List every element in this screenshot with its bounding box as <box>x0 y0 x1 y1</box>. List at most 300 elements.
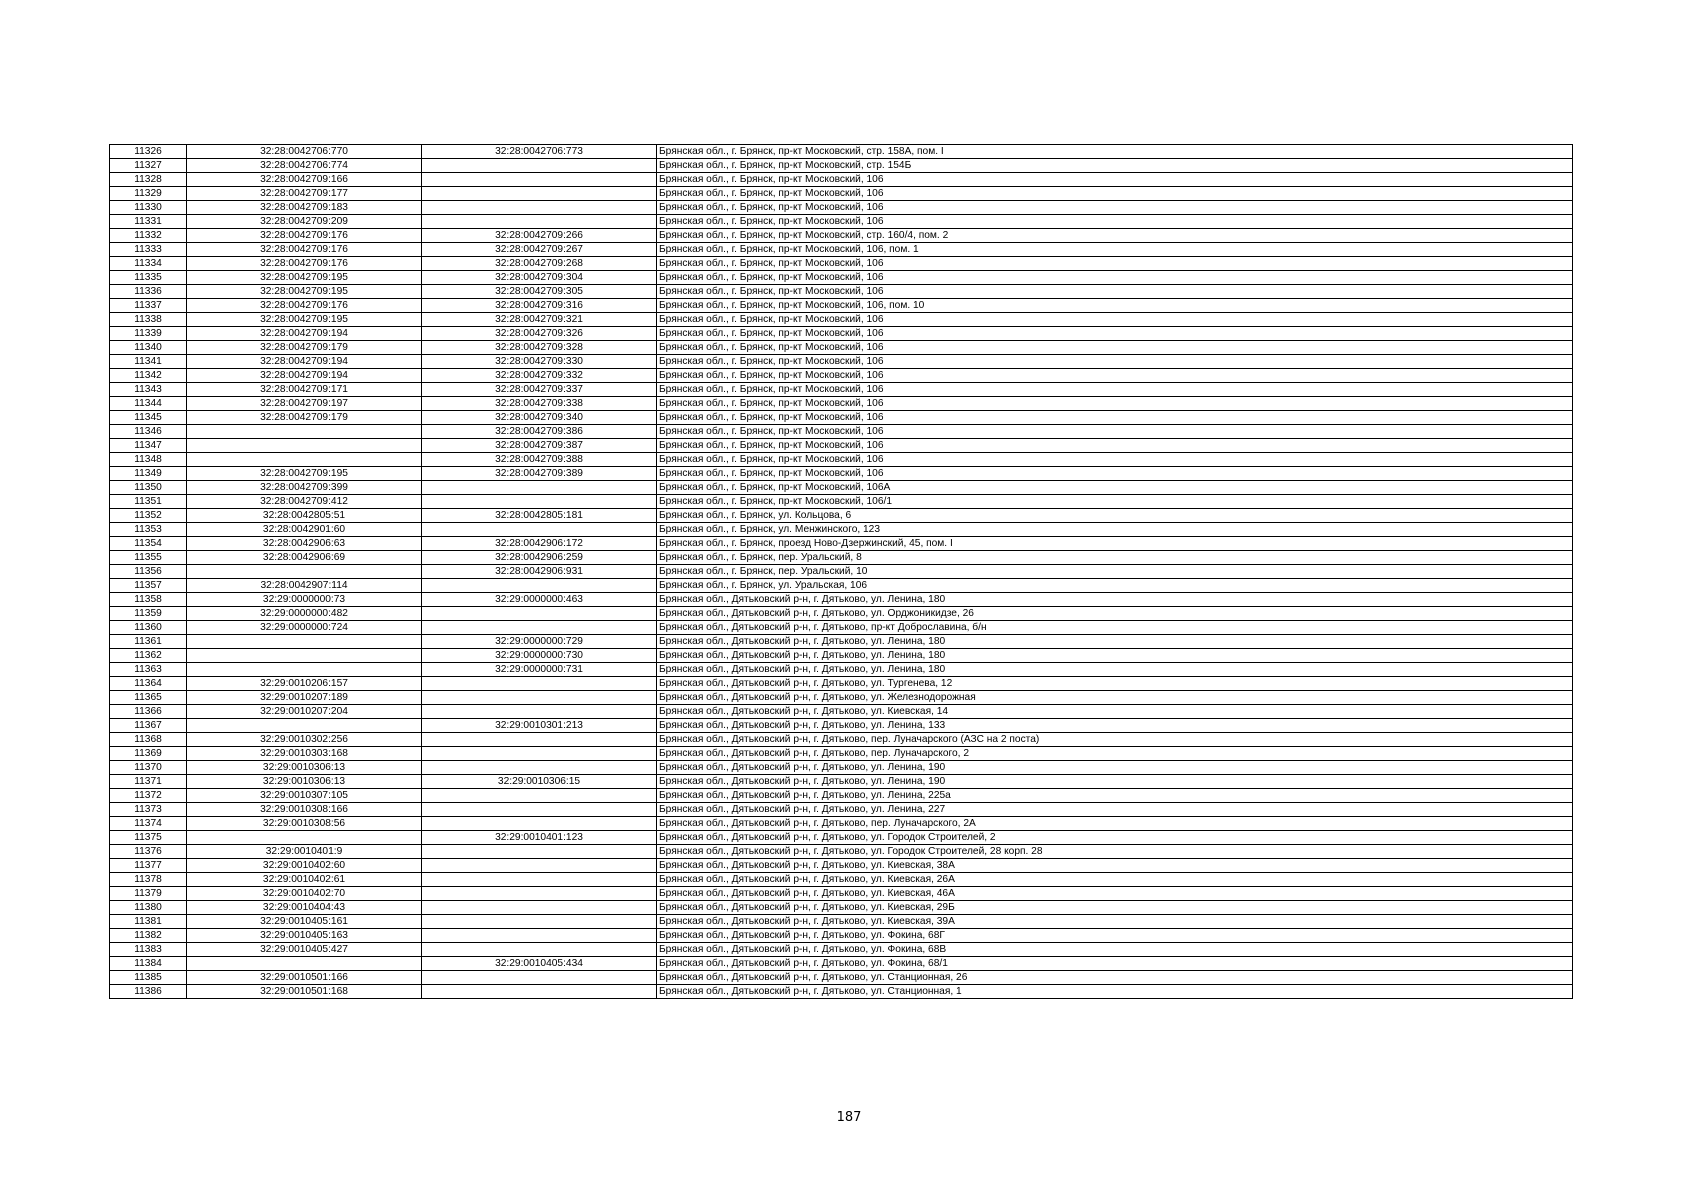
registry-table <box>109 144 1573 999</box>
address-cell: Брянская обл., г. Брянск, ул. Кольцова, 6 <box>657 509 1573 523</box>
cadastral-number-cell <box>187 565 422 579</box>
cadastral-number-cell: 32:29:0010306:13 <box>187 761 422 775</box>
address-cell: Брянская обл., г. Брянск, пр-кт Московский, 106 <box>657 425 1573 439</box>
row-number-cell: 11360 <box>110 621 187 635</box>
sub-object-number-cell: 32:28:0042709:330 <box>422 355 657 369</box>
sub-object-number-cell: 32:28:0042706:773 <box>422 145 657 159</box>
cadastral-number-cell <box>187 635 422 649</box>
row-number-cell: 11381 <box>110 915 187 929</box>
table-row <box>110 369 1573 383</box>
table-row <box>110 649 1573 663</box>
table-row <box>110 845 1573 859</box>
row-number-cell: 11326 <box>110 145 187 159</box>
address-cell: Брянская обл., Дятьковский р-н, г. Дятьково, пр-кт Доброславина, б/н <box>657 621 1573 635</box>
row-number-cell: 11341 <box>110 355 187 369</box>
address-cell: Брянская обл., г. Брянск, пр-кт Московский, 106 <box>657 467 1573 481</box>
cadastral-number-cell: 32:28:0042709:183 <box>187 201 422 215</box>
address-cell: Брянская обл., г. Брянск, пр-кт Московский, 106 <box>657 383 1573 397</box>
table-row <box>110 817 1573 831</box>
row-number-cell: 11379 <box>110 887 187 901</box>
address-cell: Брянская обл., г. Брянск, пер. Уральский, 8 <box>657 551 1573 565</box>
address-cell: Брянская обл., Дятьковский р-н, г. Дятьково, ул. Ленина, 227 <box>657 803 1573 817</box>
cadastral-number-cell: 32:28:0042709:179 <box>187 411 422 425</box>
table-row <box>110 929 1573 943</box>
address-cell: Брянская обл., г. Брянск, пр-кт Московский, 106 <box>657 215 1573 229</box>
table-row <box>110 733 1573 747</box>
sub-object-number-cell <box>422 859 657 873</box>
table-row <box>110 243 1573 257</box>
sub-object-number-cell <box>422 481 657 495</box>
address-cell: Брянская обл., Дятьковский р-н, г. Дятьково, ул. Фокина, 68В <box>657 943 1573 957</box>
address-cell: Брянская обл., г. Брянск, ул. Менжинского, 123 <box>657 523 1573 537</box>
table-row <box>110 747 1573 761</box>
sub-object-number-cell: 32:29:0000000:731 <box>422 663 657 677</box>
row-number-cell: 11355 <box>110 551 187 565</box>
sub-object-number-cell <box>422 495 657 509</box>
row-number-cell: 11329 <box>110 187 187 201</box>
table-row <box>110 677 1573 691</box>
cadastral-number-cell: 32:28:0042709:166 <box>187 173 422 187</box>
table-row <box>110 313 1573 327</box>
address-cell: Брянская обл., г. Брянск, пр-кт Московский, 106, пом. 10 <box>657 299 1573 313</box>
table-row <box>110 229 1573 243</box>
sub-object-number-cell <box>422 579 657 593</box>
address-cell: Брянская обл., г. Брянск, пр-кт Московский, стр. 158А, пом. I <box>657 145 1573 159</box>
row-number-cell: 11358 <box>110 593 187 607</box>
row-number-cell: 11371 <box>110 775 187 789</box>
cadastral-number-cell: 32:28:0042709:179 <box>187 341 422 355</box>
cadastral-number-cell: 32:29:0010306:13 <box>187 775 422 789</box>
address-cell: Брянская обл., Дятьковский р-н, г. Дятьково, ул. Ленина, 190 <box>657 775 1573 789</box>
page-number: 187 <box>836 1110 862 1125</box>
sub-object-number-cell <box>422 607 657 621</box>
address-cell: Брянская обл., г. Брянск, пр-кт Московский, 106 <box>657 187 1573 201</box>
sub-object-number-cell <box>422 705 657 719</box>
cadastral-number-cell: 32:28:0042901:60 <box>187 523 422 537</box>
address-cell: Брянская обл., Дятьковский р-н, г. Дятьково, ул. Ленина, 225а <box>657 789 1573 803</box>
row-number-cell: 11375 <box>110 831 187 845</box>
row-number-cell: 11374 <box>110 817 187 831</box>
cadastral-number-cell: 32:28:0042709:176 <box>187 299 422 313</box>
row-number-cell: 11376 <box>110 845 187 859</box>
cadastral-number-cell: 32:28:0042709:171 <box>187 383 422 397</box>
table-row <box>110 271 1573 285</box>
table-row <box>110 887 1573 901</box>
address-cell: Брянская обл., г. Брянск, пр-кт Московский, 106 <box>657 201 1573 215</box>
cadastral-number-cell: 32:28:0042706:774 <box>187 159 422 173</box>
row-number-cell: 11348 <box>110 453 187 467</box>
row-number-cell: 11357 <box>110 579 187 593</box>
row-number-cell: 11352 <box>110 509 187 523</box>
table-row <box>110 775 1573 789</box>
sub-object-number-cell: 32:28:0042709:304 <box>422 271 657 285</box>
address-cell: Брянская обл., Дятьковский р-н, г. Дятьково, пер. Луначарского, 2 <box>657 747 1573 761</box>
sub-object-number-cell: 32:28:0042709:305 <box>422 285 657 299</box>
address-cell: Брянская обл., Дятьковский р-н, г. Дятьково, ул. Фокина, 68Г <box>657 929 1573 943</box>
cadastral-number-cell: 32:29:0010405:427 <box>187 943 422 957</box>
sub-object-number-cell <box>422 159 657 173</box>
table-row <box>110 187 1573 201</box>
row-number-cell: 11347 <box>110 439 187 453</box>
cadastral-number-cell <box>187 439 422 453</box>
address-cell: Брянская обл., Дятьковский р-н, г. Дятьково, ул. Станционная, 1 <box>657 985 1573 999</box>
cadastral-number-cell: 32:28:0042709:209 <box>187 215 422 229</box>
address-cell: Брянская обл., Дятьковский р-н, г. Дятьково, ул. Киевская, 26А <box>657 873 1573 887</box>
table-row <box>110 621 1573 635</box>
table-row <box>110 873 1573 887</box>
sub-object-number-cell: 32:28:0042709:337 <box>422 383 657 397</box>
row-number-cell: 11343 <box>110 383 187 397</box>
table-row <box>110 299 1573 313</box>
sub-object-number-cell <box>422 901 657 915</box>
address-cell: Брянская обл., Дятьковский р-н, г. Дятьково, пер. Луначарского (АЗС на 2 поста) <box>657 733 1573 747</box>
sub-object-number-cell <box>422 817 657 831</box>
sub-object-number-cell: 32:28:0042805:181 <box>422 509 657 523</box>
cadastral-number-cell: 32:29:0010207:204 <box>187 705 422 719</box>
cadastral-number-cell: 32:28:0042709:195 <box>187 313 422 327</box>
address-cell: Брянская обл., г. Брянск, пр-кт Московский, 106, пом. 1 <box>657 243 1573 257</box>
cadastral-number-cell: 32:29:0010308:166 <box>187 803 422 817</box>
table-row <box>110 173 1573 187</box>
table-row <box>110 551 1573 565</box>
address-cell: Брянская обл., г. Брянск, пр-кт Московский, 106 <box>657 285 1573 299</box>
address-cell: Брянская обл., г. Брянск, пр-кт Московский, 106 <box>657 355 1573 369</box>
sub-object-number-cell: 32:29:0010405:434 <box>422 957 657 971</box>
sub-object-number-cell: 32:29:0010306:15 <box>422 775 657 789</box>
table-row <box>110 481 1573 495</box>
address-cell: Брянская обл., Дятьковский р-н, г. Дятьково, ул. Киевская, 46А <box>657 887 1573 901</box>
row-number-cell: 11356 <box>110 565 187 579</box>
cadastral-number-cell: 32:29:0010402:60 <box>187 859 422 873</box>
sub-object-number-cell: 32:28:0042709:266 <box>422 229 657 243</box>
row-number-cell: 11378 <box>110 873 187 887</box>
cadastral-number-cell: 32:28:0042709:195 <box>187 285 422 299</box>
sub-object-number-cell: 32:28:0042709:332 <box>422 369 657 383</box>
sub-object-number-cell: 32:29:0010401:123 <box>422 831 657 845</box>
sub-object-number-cell: 32:28:0042906:259 <box>422 551 657 565</box>
address-cell: Брянская обл., Дятьковский р-н, г. Дятьково, ул. Киевская, 38А <box>657 859 1573 873</box>
address-cell: Брянская обл., Дятьковский р-н, г. Дятьково, ул. Киевская, 14 <box>657 705 1573 719</box>
row-number-cell: 11367 <box>110 719 187 733</box>
cadastral-number-cell: 32:28:0042709:194 <box>187 369 422 383</box>
row-number-cell: 11340 <box>110 341 187 355</box>
address-cell: Брянская обл., Дятьковский р-н, г. Дятьково, ул. Фокина, 68/1 <box>657 957 1573 971</box>
table-row <box>110 523 1573 537</box>
address-cell: Брянская обл., Дятьковский р-н, г. Дятьково, ул. Орджоникидзе, 26 <box>657 607 1573 621</box>
cadastral-number-cell: 32:28:0042709:194 <box>187 355 422 369</box>
table-row <box>110 285 1573 299</box>
address-cell: Брянская обл., Дятьковский р-н, г. Дятьково, ул. Киевская, 39А <box>657 915 1573 929</box>
cadastral-number-cell: 32:29:0000000:73 <box>187 593 422 607</box>
sub-object-number-cell: 32:29:0000000:729 <box>422 635 657 649</box>
row-number-cell: 11377 <box>110 859 187 873</box>
sub-object-number-cell: 32:28:0042709:389 <box>422 467 657 481</box>
address-cell: Брянская обл., Дятьковский р-н, г. Дятьково, ул. Городок Строителей, 2 <box>657 831 1573 845</box>
registry-table-body <box>110 145 1573 999</box>
row-number-cell: 11362 <box>110 649 187 663</box>
table-row <box>110 425 1573 439</box>
cadastral-number-cell: 32:29:0010303:168 <box>187 747 422 761</box>
table-row <box>110 789 1573 803</box>
row-number-cell: 11369 <box>110 747 187 761</box>
sub-object-number-cell <box>422 929 657 943</box>
address-cell: Брянская обл., г. Брянск, пр-кт Московский, 106 <box>657 327 1573 341</box>
address-cell: Брянская обл., Дятьковский р-н, г. Дятьково, ул. Ленина, 180 <box>657 663 1573 677</box>
sub-object-number-cell <box>422 915 657 929</box>
table-row <box>110 411 1573 425</box>
sub-object-number-cell: 32:28:0042709:338 <box>422 397 657 411</box>
cadastral-number-cell: 32:28:0042709:195 <box>187 467 422 481</box>
sub-object-number-cell <box>422 803 657 817</box>
table-row <box>110 705 1573 719</box>
address-cell: Брянская обл., Дятьковский р-н, г. Дятьково, ул. Ленина, 180 <box>657 593 1573 607</box>
cadastral-number-cell <box>187 663 422 677</box>
sub-object-number-cell <box>422 985 657 999</box>
row-number-cell: 11384 <box>110 957 187 971</box>
row-number-cell: 11368 <box>110 733 187 747</box>
table-row <box>110 943 1573 957</box>
cadastral-number-cell: 32:29:0000000:482 <box>187 607 422 621</box>
sub-object-number-cell <box>422 873 657 887</box>
row-number-cell: 11382 <box>110 929 187 943</box>
cadastral-number-cell: 32:29:0010206:157 <box>187 677 422 691</box>
cadastral-number-cell: 32:28:0042907:114 <box>187 579 422 593</box>
table-row <box>110 915 1573 929</box>
cadastral-number-cell <box>187 649 422 663</box>
table-row <box>110 719 1573 733</box>
sub-object-number-cell: 32:28:0042709:321 <box>422 313 657 327</box>
sub-object-number-cell: 32:28:0042709:267 <box>422 243 657 257</box>
table-row <box>110 859 1573 873</box>
address-cell: Брянская обл., г. Брянск, пр-кт Московский, стр. 160/4, пом. 2 <box>657 229 1573 243</box>
sub-object-number-cell: 32:28:0042906:172 <box>422 537 657 551</box>
table-row <box>110 761 1573 775</box>
cadastral-number-cell: 32:28:0042709:412 <box>187 495 422 509</box>
address-cell: Брянская обл., Дятьковский р-н, г. Дятьково, ул. Ленина, 180 <box>657 649 1573 663</box>
address-cell: Брянская обл., г. Брянск, пр-кт Московский, 106 <box>657 411 1573 425</box>
sub-object-number-cell: 32:29:0010301:213 <box>422 719 657 733</box>
row-number-cell: 11363 <box>110 663 187 677</box>
table-row <box>110 383 1573 397</box>
table-row <box>110 579 1573 593</box>
table-row <box>110 831 1573 845</box>
row-number-cell: 11334 <box>110 257 187 271</box>
row-number-cell: 11332 <box>110 229 187 243</box>
address-cell: Брянская обл., г. Брянск, пр-кт Московский, 106 <box>657 173 1573 187</box>
row-number-cell: 11346 <box>110 425 187 439</box>
address-cell: Брянская обл., г. Брянск, пр-кт Московский, 106 <box>657 397 1573 411</box>
table-row <box>110 593 1573 607</box>
cadastral-number-cell: 32:29:0010501:166 <box>187 971 422 985</box>
sub-object-number-cell <box>422 677 657 691</box>
table-row <box>110 957 1573 971</box>
table-row <box>110 467 1573 481</box>
table-row <box>110 257 1573 271</box>
sub-object-number-cell: 32:28:0042709:328 <box>422 341 657 355</box>
table-row <box>110 439 1573 453</box>
row-number-cell: 11373 <box>110 803 187 817</box>
address-cell: Брянская обл., г. Брянск, пр-кт Московский, 106 <box>657 341 1573 355</box>
cadastral-number-cell: 32:29:0010501:168 <box>187 985 422 999</box>
table-row <box>110 971 1573 985</box>
row-number-cell: 11386 <box>110 985 187 999</box>
sub-object-number-cell <box>422 201 657 215</box>
cadastral-number-cell <box>187 957 422 971</box>
row-number-cell: 11354 <box>110 537 187 551</box>
sub-object-number-cell <box>422 523 657 537</box>
sub-object-number-cell <box>422 747 657 761</box>
sub-object-number-cell: 32:28:0042709:387 <box>422 439 657 453</box>
cadastral-number-cell: 32:29:0010307:105 <box>187 789 422 803</box>
table-row <box>110 635 1573 649</box>
cadastral-number-cell: 32:29:0010404:43 <box>187 901 422 915</box>
address-cell: Брянская обл., г. Брянск, пр-кт Московский, 106 <box>657 313 1573 327</box>
table-row <box>110 803 1573 817</box>
address-cell: Брянская обл., Дятьковский р-н, г. Дятьково, ул. Ленина, 190 <box>657 761 1573 775</box>
cadastral-number-cell: 32:29:0010405:163 <box>187 929 422 943</box>
cadastral-number-cell: 32:29:0010207:189 <box>187 691 422 705</box>
cadastral-number-cell: 32:28:0042706:770 <box>187 145 422 159</box>
sub-object-number-cell <box>422 761 657 775</box>
cadastral-number-cell <box>187 425 422 439</box>
address-cell: Брянская обл., г. Брянск, пр-кт Московский, 106 <box>657 257 1573 271</box>
row-number-cell: 11380 <box>110 901 187 915</box>
row-number-cell: 11364 <box>110 677 187 691</box>
address-cell: Брянская обл., Дятьковский р-н, г. Дятьково, ул. Ленина, 133 <box>657 719 1573 733</box>
row-number-cell: 11339 <box>110 327 187 341</box>
table-row <box>110 901 1573 915</box>
address-cell: Брянская обл., г. Брянск, пр-кт Московский, 106/1 <box>657 495 1573 509</box>
table-row <box>110 663 1573 677</box>
sub-object-number-cell: 32:28:0042709:268 <box>422 257 657 271</box>
table-row <box>110 495 1573 509</box>
address-cell: Брянская обл., Дятьковский р-н, г. Дятьково, ул. Железнодорожная <box>657 691 1573 705</box>
sub-object-number-cell <box>422 887 657 901</box>
row-number-cell: 11383 <box>110 943 187 957</box>
sub-object-number-cell <box>422 187 657 201</box>
row-number-cell: 11328 <box>110 173 187 187</box>
cadastral-number-cell: 32:28:0042906:63 <box>187 537 422 551</box>
table-row <box>110 397 1573 411</box>
address-cell: Брянская обл., г. Брянск, проезд Ново-Дзержинский, 45, пом. I <box>657 537 1573 551</box>
address-cell: Брянская обл., г. Брянск, ул. Уральская, 106 <box>657 579 1573 593</box>
cadastral-number-cell: 32:29:0010401:9 <box>187 845 422 859</box>
table-row <box>110 565 1573 579</box>
row-number-cell: 11361 <box>110 635 187 649</box>
address-cell: Брянская обл., Дятьковский р-н, г. Дятьково, ул. Тургенева, 12 <box>657 677 1573 691</box>
cadastral-number-cell: 32:29:0010402:61 <box>187 873 422 887</box>
sub-object-number-cell: 32:28:0042709:388 <box>422 453 657 467</box>
address-cell: Брянская обл., Дятьковский р-н, г. Дятьково, ул. Ленина, 180 <box>657 635 1573 649</box>
row-number-cell: 11337 <box>110 299 187 313</box>
address-cell: Брянская обл., г. Брянск, пр-кт Московский, 106 <box>657 453 1573 467</box>
sub-object-number-cell <box>422 943 657 957</box>
address-cell: Брянская обл., Дятьковский р-н, г. Дятьково, ул. Городок Строителей, 28 корп. 28 <box>657 845 1573 859</box>
row-number-cell: 11331 <box>110 215 187 229</box>
row-number-cell: 11333 <box>110 243 187 257</box>
sub-object-number-cell <box>422 173 657 187</box>
address-cell: Брянская обл., Дятьковский р-н, г. Дятьково, ул. Киевская, 29Б <box>657 901 1573 915</box>
row-number-cell: 11342 <box>110 369 187 383</box>
row-number-cell: 11359 <box>110 607 187 621</box>
row-number-cell: 11353 <box>110 523 187 537</box>
table-row <box>110 201 1573 215</box>
row-number-cell: 11335 <box>110 271 187 285</box>
cadastral-number-cell: 32:29:0000000:724 <box>187 621 422 635</box>
row-number-cell: 11365 <box>110 691 187 705</box>
row-number-cell: 11372 <box>110 789 187 803</box>
cadastral-number-cell: 32:28:0042906:69 <box>187 551 422 565</box>
cadastral-number-cell: 32:28:0042709:176 <box>187 243 422 257</box>
cadastral-number-cell: 32:29:0010405:161 <box>187 915 422 929</box>
cadastral-number-cell: 32:28:0042709:176 <box>187 229 422 243</box>
row-number-cell: 11366 <box>110 705 187 719</box>
cadastral-number-cell: 32:29:0010402:70 <box>187 887 422 901</box>
cadastral-number-cell: 32:28:0042709:399 <box>187 481 422 495</box>
sub-object-number-cell <box>422 971 657 985</box>
table-row <box>110 327 1573 341</box>
address-cell: Брянская обл., г. Брянск, пр-кт Московский, стр. 154Б <box>657 159 1573 173</box>
row-number-cell: 11351 <box>110 495 187 509</box>
cadastral-number-cell: 32:29:0010302:256 <box>187 733 422 747</box>
sub-object-number-cell: 32:29:0000000:463 <box>422 593 657 607</box>
row-number-cell: 11327 <box>110 159 187 173</box>
cadastral-number-cell: 32:28:0042709:195 <box>187 271 422 285</box>
address-cell: Брянская обл., г. Брянск, пр-кт Московский, 106А <box>657 481 1573 495</box>
cadastral-number-cell: 32:28:0042805:51 <box>187 509 422 523</box>
cadastral-number-cell: 32:28:0042709:176 <box>187 257 422 271</box>
table-row <box>110 607 1573 621</box>
table-row <box>110 985 1573 999</box>
address-cell: Брянская обл., Дятьковский р-н, г. Дятьково, ул. Станционная, 26 <box>657 971 1573 985</box>
table-row <box>110 159 1573 173</box>
row-number-cell: 11349 <box>110 467 187 481</box>
row-number-cell: 11336 <box>110 285 187 299</box>
row-number-cell: 11370 <box>110 761 187 775</box>
table-row <box>110 341 1573 355</box>
sub-object-number-cell <box>422 621 657 635</box>
address-cell: Брянская обл., г. Брянск, пр-кт Московский, 106 <box>657 439 1573 453</box>
sub-object-number-cell: 32:28:0042709:326 <box>422 327 657 341</box>
sub-object-number-cell: 32:28:0042709:316 <box>422 299 657 313</box>
cadastral-number-cell: 32:28:0042709:194 <box>187 327 422 341</box>
address-cell: Брянская обл., г. Брянск, пр-кт Московский, 106 <box>657 271 1573 285</box>
table-row <box>110 145 1573 159</box>
sub-object-number-cell: 32:28:0042906:931 <box>422 565 657 579</box>
row-number-cell: 11330 <box>110 201 187 215</box>
table-row <box>110 537 1573 551</box>
row-number-cell: 11344 <box>110 397 187 411</box>
row-number-cell: 11345 <box>110 411 187 425</box>
cadastral-number-cell <box>187 453 422 467</box>
sub-object-number-cell: 32:28:0042709:386 <box>422 425 657 439</box>
table-row <box>110 453 1573 467</box>
sub-object-number-cell <box>422 733 657 747</box>
sub-object-number-cell <box>422 215 657 229</box>
table-row <box>110 691 1573 705</box>
sub-object-number-cell: 32:28:0042709:340 <box>422 411 657 425</box>
row-number-cell: 11350 <box>110 481 187 495</box>
address-cell: Брянская обл., Дятьковский р-н, г. Дятьково, пер. Луначарского, 2А <box>657 817 1573 831</box>
table-row <box>110 509 1573 523</box>
cadastral-number-cell: 32:28:0042709:197 <box>187 397 422 411</box>
sub-object-number-cell <box>422 789 657 803</box>
cadastral-number-cell <box>187 831 422 845</box>
cadastral-number-cell <box>187 719 422 733</box>
row-number-cell: 11385 <box>110 971 187 985</box>
cadastral-number-cell: 32:29:0010308:56 <box>187 817 422 831</box>
table-row <box>110 215 1573 229</box>
